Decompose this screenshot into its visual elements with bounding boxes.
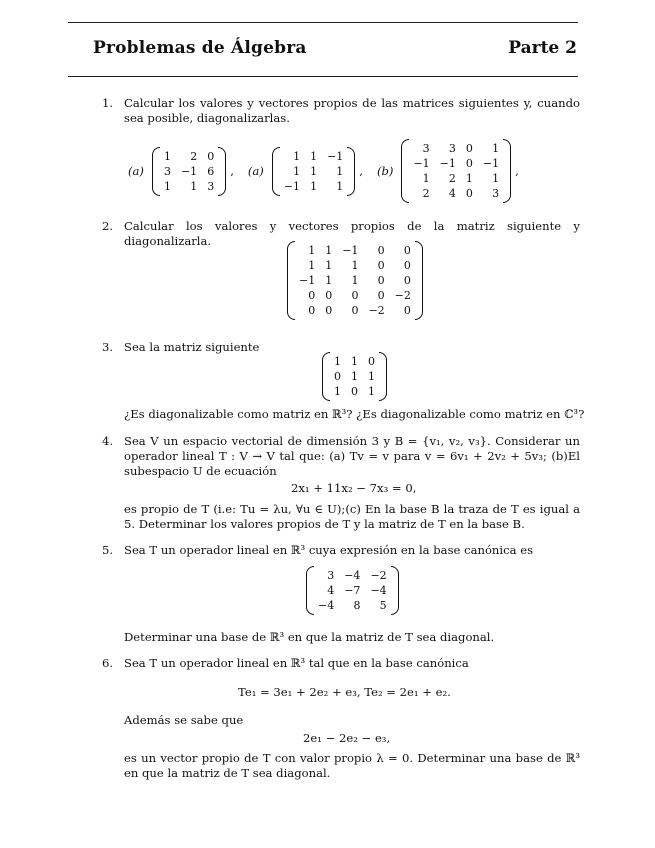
problem-5-matrix: [306, 566, 399, 615]
right-paren: [415, 241, 423, 320]
matrix-cell: 0: [465, 142, 473, 155]
problem-text: Sea la matriz siguiente: [124, 340, 260, 354]
matrix-cell: 4: [448, 187, 456, 200]
matrix-cell: 2: [190, 149, 198, 163]
matrix-cell: 3: [422, 142, 430, 155]
matrix-cell: 3: [163, 164, 171, 178]
matrix-cell: 0: [334, 370, 341, 383]
document-title: Problemas de Álgebra: [93, 38, 307, 58]
matrix-cell: 1: [310, 149, 318, 163]
matrix-cell: 1: [163, 149, 171, 163]
matrix-cell: −1: [413, 157, 430, 170]
matrix-grid: [314, 566, 391, 615]
comma: ,: [359, 164, 363, 178]
matrix-cell: 1: [310, 164, 318, 178]
matrix-cell: 0: [403, 274, 411, 287]
matrix-cell: 0: [308, 289, 316, 302]
matrix-cell: 1: [465, 172, 473, 185]
matrix-cell: −2: [368, 304, 385, 317]
matrix-cell: 1: [308, 259, 316, 272]
matrix-cell: 1: [190, 179, 198, 193]
matrix-grid: [330, 352, 379, 401]
matrix-cell: 1: [422, 172, 430, 185]
problem-text: Calcular los valores y vectores propios de la matriz siguiente y diagonalizarla.: [124, 219, 580, 248]
matrix-cell: 2: [448, 172, 456, 185]
problem-text: Calcular los valores y vectores propios de las matrices siguientes y, cuando sea posible, diagonalizarlas.: [124, 96, 580, 125]
problem-3-matrix: [322, 352, 387, 401]
matrix-cell: −7: [344, 584, 361, 597]
matrix-cell: 1: [163, 179, 171, 193]
label: (a): [247, 164, 264, 178]
problem-2-matrix: [287, 241, 423, 320]
matrix: [152, 147, 226, 196]
matrix-cell: 1: [351, 274, 359, 287]
matrix-cell: 1: [492, 172, 500, 185]
right-paren: [503, 139, 511, 203]
matrix-cell: 0: [377, 259, 385, 272]
problem-number: 6.: [102, 656, 114, 670]
left-paren: [322, 352, 330, 401]
matrix-cell: 0: [351, 385, 358, 398]
matrix-cell: 0: [403, 244, 411, 257]
matrix-cell: −2: [370, 569, 387, 582]
matrix-grid: [160, 147, 218, 196]
comma: ,: [515, 164, 519, 178]
problem-6: [104, 656, 580, 671]
matrix-cell: −1: [180, 164, 198, 178]
problem-number: 3.: [102, 340, 114, 354]
problem-6-text2: Además se sabe que: [124, 713, 244, 727]
matrix-cell: 0: [308, 304, 316, 317]
problem-4: [104, 434, 580, 479]
matrix-cell: −4: [318, 599, 335, 612]
problem-number: 4.: [102, 434, 114, 448]
matrix-cell: −1: [327, 149, 344, 163]
problem-text: Sea V un espacio vectorial de dimensión 3 y B = {v₁, v₂, v₃}. Considerar un operador lineal T : V → V tal que: (a) Tv = v para v = 6v₁ + 2v₂ + 5v₃; (b)El subespacio U de ecuación: [124, 434, 580, 478]
problem-1-matrices: [128, 139, 533, 203]
matrix-cell: 0: [351, 304, 359, 317]
left-paren: [401, 139, 409, 203]
matrix-cell: −1: [299, 274, 316, 287]
matrix-cell: −1: [439, 157, 456, 170]
matrix-cell: 0: [368, 355, 375, 368]
matrix-cell: 1: [293, 164, 301, 178]
matrix-cell: 0: [465, 157, 473, 170]
matrix-cell: 0: [325, 289, 333, 302]
matrix-cell: −1: [482, 157, 500, 170]
problem-3-question: ¿Es diagonalizable como matriz en ℝ³? ¿Es diagonalizable como matriz en ℂ³?: [124, 407, 585, 421]
right-paren: [391, 566, 399, 615]
problem-6-equation: Te₁ = 3e₁ + 2e₂ + e₃, Te₂ = 2e₁ + e₂.: [238, 685, 451, 699]
right-paren: [379, 352, 387, 401]
matrix-cell: 1: [336, 179, 344, 193]
matrix-cell: 1: [334, 385, 341, 398]
matrix-cell: 1: [368, 385, 375, 398]
matrix-cell: −1: [283, 179, 301, 193]
problem-1: [104, 96, 580, 126]
comma: ,: [230, 164, 234, 178]
matrix-cell: 1: [293, 149, 301, 163]
problem-5-text2: Determinar una base de ℝ³ en que la matriz de T sea diagonal.: [124, 630, 495, 644]
right-paren: [347, 147, 355, 196]
problem-6-equation2: 2e₁ − 2e₂ − e₃,: [303, 731, 391, 745]
problem-text: es propio de T (i.e: Tu = λu, ∀u ∈ U);(c) En la base B la traza de T es igual a 5. Determinar los valores propios de T y la matriz de T en la base B.: [124, 502, 580, 531]
matrix-cell: 3: [327, 569, 335, 582]
document-part: Parte 2: [508, 38, 577, 58]
problem-4-continued: [104, 502, 580, 532]
matrix-cell: 3: [492, 187, 500, 200]
matrix-cell: 4: [327, 584, 335, 597]
matrix-grid: [409, 139, 503, 203]
matrix-cell: 0: [403, 304, 411, 317]
matrix-cell: 1: [325, 274, 333, 287]
matrix-cell: 1: [308, 244, 316, 257]
matrix-cell: 1: [368, 370, 375, 383]
left-paren: [287, 241, 295, 320]
matrix-cell: 0: [351, 289, 359, 302]
matrix-cell: 5: [379, 599, 387, 612]
matrix-cell: 1: [325, 259, 333, 272]
problem-number: 1.: [102, 96, 114, 110]
left-paren: [272, 147, 280, 196]
left-paren: [306, 566, 314, 615]
matrix-cell: 1: [325, 244, 333, 257]
matrix-cell: 8: [353, 599, 361, 612]
matrix-cell: 1: [492, 142, 500, 155]
matrix-cell: 1: [336, 164, 344, 178]
problem-text: Sea T un operador lineal en ℝ³ tal que en la base canónica: [124, 656, 469, 670]
problem-text: es un vector propio de T con valor propio λ = 0. Determinar una base de ℝ³ en que la matriz de T sea diagonal.: [124, 751, 580, 780]
matrix-cell: −2: [394, 289, 411, 302]
matrix-grid: [280, 147, 347, 196]
matrix-cell: 0: [377, 244, 385, 257]
header-top-rule: [68, 22, 578, 23]
matrix-cell: 0: [403, 259, 411, 272]
problem-6-continued: [104, 751, 580, 781]
matrix-cell: 1: [351, 355, 358, 368]
matrix: [306, 566, 399, 615]
matrix-cell: −4: [370, 584, 387, 597]
matrix-cell: 0: [377, 289, 385, 302]
matrix: [287, 241, 423, 320]
matrix-cell: 0: [207, 149, 215, 163]
problem-4-equation: 2x₁ + 11x₂ − 7x₃ = 0,: [291, 481, 417, 495]
matrix-cell: 1: [351, 370, 358, 383]
matrix: [322, 352, 387, 401]
matrix-grid: [295, 241, 415, 320]
matrix-cell: 1: [334, 355, 341, 368]
label: (b): [376, 164, 394, 178]
problem-number: 2.: [102, 219, 114, 233]
matrix-cell: 0: [377, 274, 385, 287]
matrix-cell: −1: [342, 244, 359, 257]
matrix-cell: 0: [465, 187, 473, 200]
problem-text: Sea T un operador lineal en ℝ³ cuya expresión en la base canónica es: [124, 543, 534, 557]
matrix-cell: 1: [351, 259, 359, 272]
problem-5: [104, 543, 580, 558]
header-bottom-rule: [68, 76, 578, 77]
right-paren: [218, 147, 226, 196]
matrix-cell: 3: [448, 142, 456, 155]
matrix-cell: 6: [207, 164, 215, 178]
left-paren: [152, 147, 160, 196]
matrix: [272, 147, 355, 196]
matrix-cell: 3: [207, 179, 215, 193]
problem-number: 5.: [102, 543, 114, 557]
label: (a): [128, 164, 144, 178]
matrix-cell: 1: [310, 179, 318, 193]
matrix-cell: 2: [422, 187, 430, 200]
matrix-cell: −4: [344, 569, 361, 582]
matrix: [401, 139, 511, 203]
matrix-cell: 0: [325, 304, 333, 317]
